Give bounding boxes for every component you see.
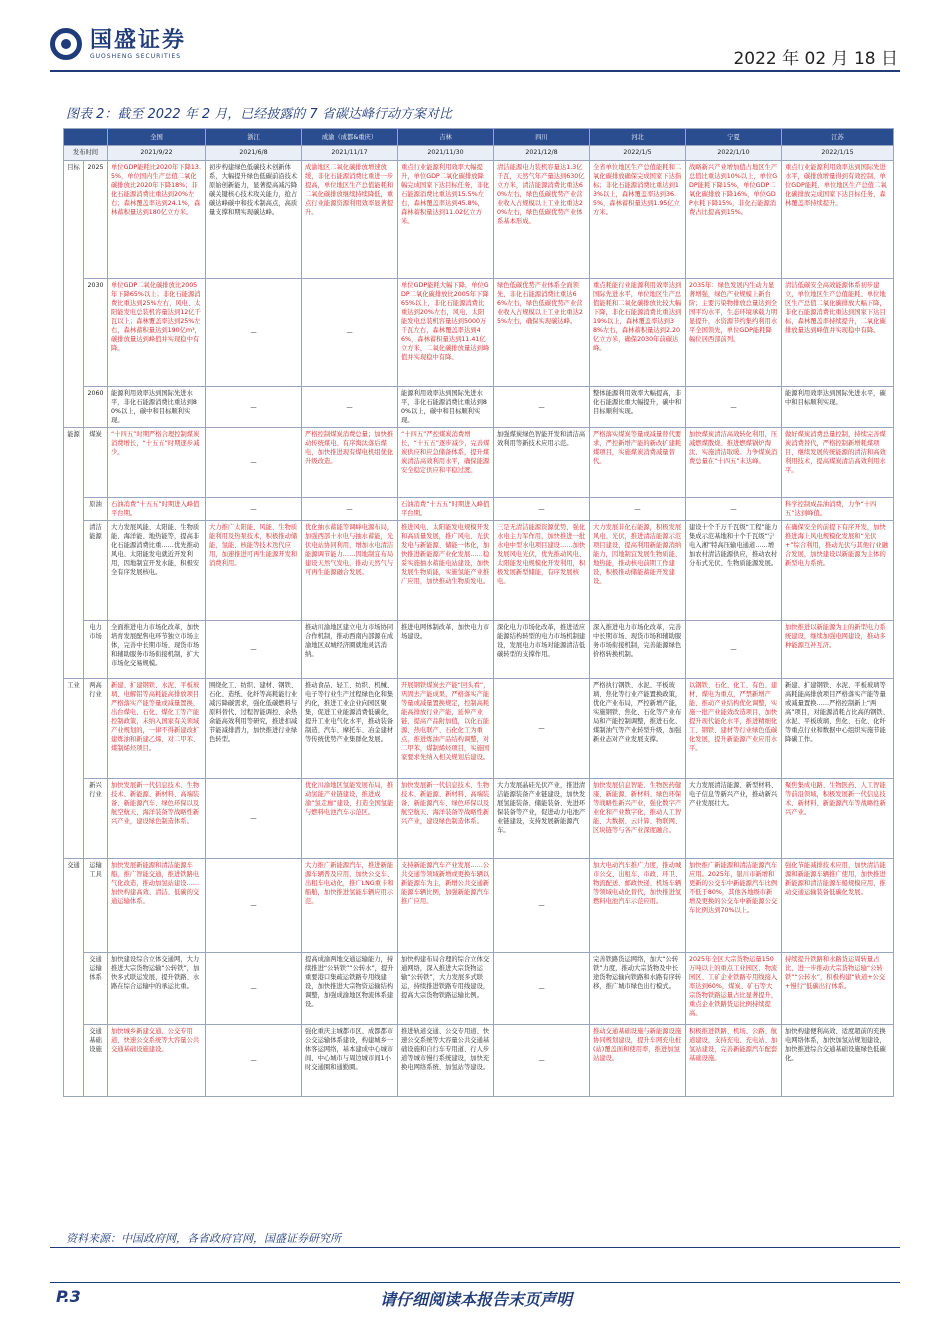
table-cell: 优化抽水蓄能等调峰电源布局，加强西部十水电与抽水蓄能，光伏电站协同利用，增加水电清洁能源调节能力……因地制宜布局建设天然气发电，推动天然气与可再生能源融合发展。 (302, 521, 398, 621)
col-header: 宁夏 (686, 129, 782, 146)
table-cell: — (206, 621, 302, 679)
table-cell: 强化重庆主城都市区、成都都市公交运输体系建设，构建城乡一体客运网络，基本建成中心城市间、中心城市与周边城市间1小时交通圈和通勤圈。 (302, 1025, 398, 1097)
group-label: 工业 (64, 679, 84, 859)
release-date: 2021/12/8 (494, 146, 590, 161)
table-cell: 单位GDP能耗大幅下降，单位GDP二氧化碳排放比2005年下降65%以上，非化石能源消费比重达到20%左右，风电、太阳能发电总装机容量达到5000万千瓦左右，森林覆盖率达到46%，森林蓄积量达到11.41亿立方米，二氧化碳排放量达到峰值并实现稳中有降。 (398, 279, 494, 387)
table-cell: 石油消费“十五五”时期进入峰值平台期。 (108, 498, 206, 521)
table-cell: 石油消费“十五五”时期进入峰值平台期。 (398, 498, 494, 521)
row-label: 交通运输体系 (84, 953, 108, 1025)
table-cell: — (302, 387, 398, 428)
table-cell: — (494, 679, 590, 779)
table-cell: 重点行业能源利用效率达到国际先进水平，碳排放增量得到有效控制，单位GDP能耗、单位地区生产总值二氧化碳排放完成国家下达目标任务，森林覆盖率持续提升。 (782, 161, 894, 279)
table-cell: 重点耗能行业能源利用效率达到国际先进水平，单位地区生产总值能耗和二氧化碳排放比较大幅下降，非化石能源消费比重达到19%以上，森林覆盖率达到38%左右，森林蓄积量达到2.20亿立方米，确保2030年前碳达峰。 (590, 279, 686, 387)
table-cell: 大力推广太阳能、风能、生物质能利用及热泵技术，积极推动储能，氢能、核能等技术迭代应用，加速推进可再生能源开发和消费利用。 (206, 521, 302, 621)
table-cell: 积极推进铁路、机场、公路、航道建设，支持充电、充电站、加氢站建设，完善新能源汽车配套基础设施。 (686, 1025, 782, 1097)
table-cell: — (686, 498, 782, 521)
table-cell: 重点行业能源利用效率大幅提升，单位GDP二氧化碳排放降幅完成国家下达目标任务，非化石能源消费比重达到15.5%左右，森林覆盖率达到45.8%，森林蓄积量达到11.02亿立方米。 (398, 161, 494, 279)
table-row (64, 279, 894, 387)
row-label: 交通基础设施 (84, 1025, 108, 1097)
table-cell: 初步构建绿色低碳技术创新体系，大幅提升绿色低碳前沿技术原始创新能力，显著提高减污降碳关键核心技术攻关能力，抢占碳达峰碳中和技术制高点，高质量支撑和期实现碳达峰。 (206, 161, 302, 279)
table-cell: 严格执行钢铁、水泥、平板玻璃、焦化等行业产能置换政策，优化产业布局，严控新增产能，实施钢铁、焦化、石化等产业布局和产能控制调整，推进石化、煤制油气等产业转型升级，加强新业态对产业发展支撑。 (590, 679, 686, 779)
source-divider (50, 1247, 900, 1248)
footer-divider (50, 1282, 900, 1283)
release-date: 2021/11/17 (302, 146, 398, 161)
table-cell: 深化电力市场化改革，推进适应能源结构转型的电力市场机制建设，发展电力市场对能源清洁低碳转型的支撑作用。 (494, 621, 590, 679)
table-row (64, 953, 894, 1025)
table-cell: 建设十个千万千瓦级“工程”能力集成示范基地和十个千瓦级“宁电入湘”特高压输电通道……增加农村清洁能源供应，推动农村分布式光伏、生物质能源发展。 (686, 521, 782, 621)
table-cell: 大力发展非化石能源，积极发展风电、光伏，推进清洁能源示范项目建设，提高利用新能源消纳能力，因地制宜发展生物质能、地热能，推动核电前期工作建设，积极推动储能蓄能开发建设。 (590, 521, 686, 621)
row-label: 两高行业 (84, 679, 108, 779)
table-cell: 做好煤炭消费总量控制，持续完善煤炭消费替代，严格控制新增耗煤项目，继续发展传统能源的清洁和高效利用技术，提高煤炭清洁高效利用水平。 (782, 428, 894, 498)
table-cell: — (206, 428, 302, 498)
table-cell: 大力发展晶硅光伏产业，推进清洁能源装备产业链建设，加快发展氢能装备、储能装备、先进环保装备等产业，促进动力电池产业链建设，支持发展新能源汽车。 (494, 779, 590, 859)
table-cell: 严格控制煤炭消费总量；加快推动传统煤电、有序淘汰落后煤电，加快推进现有煤电机组优化升级改造。 (302, 428, 398, 498)
table-cell: 加快发展新能源和清洁能源车船，推广智能交通，推进铁路电气化改造，推动加氢站建设……加快构建高效、清洁、低碳的交通运输体系。 (108, 859, 206, 953)
table-cell: 全省单位地区生产总值能耗和二氧化碳排放确保完成国家下达指标；非化石能源消费比重达到13%以上，森林覆盖率达到36.5%，森林蓄积量达到1.95亿立方米。 (590, 161, 686, 279)
table-cell: — (494, 859, 590, 953)
col-header: 成渝（成都&重庆） (302, 129, 398, 146)
table-cell: 完善铁路货运网络，加大“公转铁”力度，推动大宗货物及中长途货物运输向铁路和水路有序转移，推广城市绿色出行模式。 (590, 953, 686, 1025)
table-cell: 绿色低碳优势产业体系全面领先，非化石能源消费比重达66%左右，绿色低碳优势产业营业收入占规模以上工业比重达25%左右，确保实现碳达峰。 (494, 279, 590, 387)
row-label: 2030 (84, 279, 108, 387)
table-cell: 2035年：绿色发展内生动力显著增强，绿色产业规模上新台阶；主要污染物排放总量达到全国平均水平，生态环境承载力明显提升，水资源节约集约利用水平全国领先，单位GDP能耗降幅位居西部前列。 (686, 279, 782, 387)
table-cell: 加快发展信息智能、生物医药健康、新能源、新材料、绿色环保等战略性新兴产业，强化数字产业化和产业数字化，推动人工智能、大数据、云计算、物联网、区块链等与各产业深度融合。 (590, 779, 686, 859)
col-header: 河北 (590, 129, 686, 146)
table-cell: — (302, 279, 398, 387)
table-cell: 优化川渝地区氢能发展布局，推动氢能产业链建设，推进成渝“氢走廊”建设，打造全国氢能与燃料电池汽车示范区。 (302, 779, 398, 859)
table-cell: 加快发展新一代信息技术、生物技术、新能源、新材料、高端装备、新能源汽车、绿色环保以及航空航天、海洋装备等战略性新兴产业，建设绿色制造体系。 (108, 779, 206, 859)
table-cell: 大力发展清洁能源、新型材料、电子信息等新兴产业，推动新兴产业发展壮大。 (686, 779, 782, 859)
table-cell: 推进轨道交通、公交专用道、快速公交系统等大容量公共交通基础设施和自行车专用道、行人步道等城市慢行系统建设，加快充换电网络系统、加氢站等建设。 (398, 1025, 494, 1097)
group-label: 交通 (64, 859, 84, 1097)
table-cell: 大力推广新能源汽车，推进新能源车辆普及应用，加快公交车、出租车电动化，推广LNG重卡和船舶，加快推进氢能车辆应用示范。 (302, 859, 398, 953)
release-date: 2022/1/15 (782, 146, 894, 161)
row-label: 原油 (84, 498, 108, 521)
table-cell: 能源利用效率达到国际先进水平，碳中和目标顺利实现。 (782, 387, 894, 428)
row-label: 煤炭 (84, 428, 108, 498)
row-label: 2025 (84, 161, 108, 279)
table-cell: 围绕化工、纺织、建材、钢铁、石化、造纸、化纤等高耗能行业减污降碳需求，强化低碳燃料与原料替代、过程智能调控、余热余能高效利用等研究，推进扣减节能减排潜力，加快推进行业绿色转型。 (206, 679, 302, 779)
table-cell: — (494, 498, 590, 521)
table-cell: — (686, 621, 782, 679)
table-row (64, 779, 894, 859)
table-cell: 加强煤炭绿色智能开发和清洁高效利用等新技术应用示范。 (494, 428, 590, 498)
table-cell: 加快构建布局合理的综合立体交通网络，深入推进大宗货物运输“公转铁”，大力发展多式联运，持续推进铁路专用线建设，提高大宗货物铁路运输比例。 (398, 953, 494, 1025)
table-cell: 成渝地区二氧化碳排放增速放缓，非化石能源消费比重进一步提高，单位地区生产总值能耗和二氧化碳排放继续持续降低，重点行业能源资源利用效率显著提升。 (302, 161, 398, 279)
comparison-table (63, 128, 894, 1097)
table-cell: 单位GDP能耗比2020年下降13.5%，单位国内生产总值二氧化碳排放比2020年下降18%；非化石能源消费比重达到20%左右；森林覆盖率达到24.1%，森林蓄积量达到180亿立方米。 (108, 161, 206, 279)
table-cell: 推进风电、太阳能发电规模开发和高质量发展，推广风电、光伏发电与新能源、储能一体化，加快推进新能源产业化发展……稳妥实施抽水蓄能电站建设，加快发展生物质能，实施氢能产业推广应用，加快推动生物质发电。 (398, 521, 494, 621)
row-label: 清洁能源 (84, 521, 108, 621)
table-cell: 加快推广新能源和清洁能源汽车应用。2025年，银川市新增和更新的公交车中新能源汽车比例不低于80%，其他各地级市新增及更换的公交车中新能源公交车比例达到70%以上。 (686, 859, 782, 953)
table-cell: 支持新能源汽车产业发展……公共交通等领域新增或更换车辆以新能源车为主，新增公共交通新能源车辆比例，加强新能源汽车推广应用。 (398, 859, 494, 953)
company-logo (50, 28, 186, 60)
table-cell: 加快城乡新建交通、公交专用道、快速公交系统等大容量公共交通基础设施建设。 (108, 1025, 206, 1097)
corner-cell (64, 129, 108, 146)
table-cell: 强化节能减排技术应用，加快清洁能源和新能源车辆推广使用，加快推进新能源和清洁能源车船规模应用，推动交通运输装备低碳化发展。 (782, 859, 894, 953)
table-cell: — (206, 953, 302, 1025)
table-row (64, 621, 894, 679)
source-note: 资料来源：中国政府网，各省政府官网，国盛证券研究所 (66, 1232, 341, 1245)
group-label: 目标 (64, 161, 84, 428)
row-label: 电力市场 (84, 621, 108, 679)
table-cell: 加快煤炭清洁高效转化利用，压减燃煤散烧、推进燃煤锅炉淘汰、实施清洁取暖。力争煤炭消费总量在“十四五”末达峰。 (686, 428, 782, 498)
release-date: 2022/1/5 (590, 146, 686, 161)
table-cell: “十四五”时期严格合理控制煤炭消费增长，“十五五”时期逐步减少。 (108, 428, 206, 498)
table-cell: 推动食品、轻工、纺织、机械、电子等行业生产过程绿色化和集约化，推进工业企业向园区聚集，促进工业能源消费低碳化，提升工业电气化水平，推动装备制造、汽车、摩托车、冶金建材等传统优势产业集群化发展。 (302, 679, 398, 779)
release-row (64, 146, 894, 161)
table-cell: 清洁低碳安全高效能源体系初步建立，单位地区生产总值能耗、单位地区生产总值二氧化碳排放大幅下降，非化石能源消费比重达到国家下达目标，森林覆盖率持续提升，二氧化碳排放量达到峰值并实现稳中有降。 (782, 279, 894, 387)
table-cell: — (206, 779, 302, 859)
table-cell: — (206, 279, 302, 387)
row-label: 2060 (84, 387, 108, 428)
table-cell: 加快建设综合立体交通网，大力推进大宗货物运输“公转铁”，加快多式联运发展，提升铁路、水路在综合运输中的承运比重。 (108, 953, 206, 1025)
table-cell: 大力发展风能、太阳能、生物质能、海洋能、地热能等，提高非化石能源消费比重……优先推动风电、太阳能发电就近开发利用，因地制宜开发水能，积极安全有序发展核电。 (108, 521, 206, 621)
table-cell: 持续提升铁路和水路货运周转量占比，进一步推动大宗货物运输“公转铁”“公转水”，积极构建“轨道+公交+慢行”低碳出行体系。 (782, 953, 894, 1025)
table-cell: 单位GDP二氧化碳排放比2005年下降65%以上；非化石能源消费比重达到25%左右，风电、太阳能发电总装机容量达到12亿千瓦以上；森林覆盖率达到25%左右，森林蓄积量达到190亿m³，碳排放量达到峰值并实现稳中有降。 (108, 279, 206, 387)
row-label: 运输工具 (84, 859, 108, 953)
header-divider (50, 70, 900, 72)
table-cell: 新建、扩建钢铁、水泥、平板玻璃、电解铝等高耗能高排放项目严格落实产能等量或减量置换，出台煤电、石化、煤化工等产能控制政策，未纳入国家有关领域产业规划的，一律不得新建改扩建炼油和新建乙烯、对二甲苯、煤制烯烃项目。 (108, 679, 206, 779)
table-cell: 聚焦集成电路、生物医药、人工智能等前沿领域，积极发展新一代信息技术、新材料、新能源汽车等战略性新兴产业。 (782, 779, 894, 859)
footer-disclaimer: 请仔细阅读本报告末页声明 (380, 1290, 573, 1309)
table-cell: 提高成渝两地交通运输能力，持续推进“公转铁”“公转水”，提升重要港口集疏运铁路专用线建设，加快推进大宗物资运输结构调整，加强成渝地区物流体系建设。 (302, 953, 398, 1025)
table-cell: — (494, 1025, 590, 1097)
table-row (64, 521, 894, 621)
release-date: 2021/6/8 (206, 146, 302, 161)
table-cell: 战略新兴产业增加值占地区生产总值比重达到10%以上，单位GDP能耗下降15%，单位GDP二氧化碳排放下降16%，单位GDP水耗下降15%，非化石能源消费占比提高到15%。 (686, 161, 782, 279)
release-date: 2022/1/10 (686, 146, 782, 161)
col-header: 浙江 (206, 129, 302, 146)
table-cell: 整体能源利用效率大幅提高，非化石能源比重大幅提升，碳中和目标顺利实现。 (590, 387, 686, 428)
table-cell: 科学控制成品油消费，力争“十四五”达到峰值。 (782, 498, 894, 521)
table-cell: 开展钢铁煤炭去产能“回头看”，巩固去产能成果，严格落实产能等量或减量置换规定，控制高耗能高排放行业产能，延伸产业链，提高产品附加值，以化石能源、热电联产、石化化工为重点，推进炼油产品结构调整，对二甲苯，煤制烯烃项目，实施国家要求先纳入相关规划后建设。 (398, 679, 494, 779)
table-caption: 图表 2：截至 2022 年 2 月，已经披露的 7 省碳达峰行动方案对比 (66, 107, 452, 122)
table-cell: 三是无清洁能源资源优势，强化水电主力军作用，加快推进一批水电中型水电项目建设……加快发展风电光伏，优先推动风电、太阳能发电规模化开发利用，积极发展新型储能，有序发展核电。 (494, 521, 590, 621)
col-header: 江苏 (782, 129, 894, 146)
table-cell: — (206, 498, 302, 521)
table-cell: — (686, 387, 782, 428)
table-cell: — (206, 859, 302, 953)
table-row (64, 859, 894, 953)
table-cell: — (302, 498, 398, 521)
table-row (64, 679, 894, 779)
release-label: 发布时间 (64, 146, 108, 161)
table-row (64, 161, 894, 279)
table-cell: 能源利用效率达到国际先进水平，非化石能源消费比重达到80%以上，碳中和目标顺利实现。 (398, 387, 494, 428)
table-cell: 在确保安全的前提下有序开发，加快推进海上风电规模化发展和“光伏+”综合利用，推动光伏与其他行业融合发展，加快建设以新能源为主体的新型电力系统。 (782, 521, 894, 621)
group-label: 能源 (64, 428, 84, 679)
row-label: 新兴行业 (84, 779, 108, 859)
table-cell: 加快构建便利高效、适度超前的充换电网络体系，加快加氢站规划建设，加快推进综合交通基础设施绿色低碳化。 (782, 1025, 894, 1097)
table-cell: — (494, 953, 590, 1025)
table-cell: “十四五”严控煤炭消费增长，“十五五”逐步减少，完善煤炭供应和应急储备体系，提升煤炭清洁高效利用水平，确保能源安全稳定供应和平稳过渡。 (398, 428, 494, 498)
table-cell: 推动川渝地区建立电力市场协同合作机制，推动西南内部源在成渝地区双城经济圈就地灵活消纳。 (302, 621, 398, 679)
company-name-en: GUOSHENG SECURITIES (90, 52, 182, 60)
table-cell: — (206, 387, 302, 428)
table-row (64, 387, 894, 428)
table-cell: — (494, 387, 590, 428)
page-header (0, 0, 950, 80)
col-header: 吉林 (398, 129, 494, 146)
header-row (64, 129, 894, 146)
col-header: 全国 (108, 129, 206, 146)
col-header: 四川 (494, 129, 590, 146)
table-row (64, 1025, 894, 1097)
table-row (64, 498, 894, 521)
table-cell: 加快发展新一代信息技术、生物技术、新能源、新材料、高端装备、新能源汽车、绿色环保以及航空航天、海洋装备等战略性新兴产业，建设绿色制造体系。 (398, 779, 494, 859)
table-cell: — (206, 1025, 302, 1097)
table-cell: 新建、扩建钢铁、水泥、平板玻璃等高耗能高排放项目严格落实产能等量或减量置换……严格控制新上“两高”项目，对能源消耗占比高的钢铁、水泥、平板玻璃、焦化、石化、化纤等重点行业和数据中心组织实施节能降碳工作。 (782, 679, 894, 779)
table-cell: 深入推进电力市场化改革，完善中长期市场、现货市场和辅助服务市场衔接机制，完善能源绿色价格转换机制。 (590, 621, 686, 679)
table-cell: — (590, 498, 686, 521)
table-cell: 推进电网体制改革，加快电力市场建设。 (398, 621, 494, 679)
release-date: 2021/11/30 (398, 146, 494, 161)
table-cell: 2025年全区大宗货物运量150万吨以上的重点工业园区、物流园区、工矿企业铁路专用线接入率达到60%，煤炭、矿石等大宗货物铁路运量占比显著提升，重点企业铁路货运比例持续提高。 (686, 953, 782, 1025)
table-cell: 推动交通基础设施与新能源设施协同规划建设，提升车网充电桩(站)覆盖面和使用率，推进加氢站建设。 (590, 1025, 686, 1097)
table-cell: 清洁能源电力装机容量达1.3亿千瓦，天然气年产量达到630亿立方米，清洁能源消费比重达60%左右，绿色低碳优势产业营业收入占规模以上工业比重达20%左右，绿色低碳优势产业体系基本形成。 (494, 161, 590, 279)
release-date: 2021/9/22 (108, 146, 206, 161)
company-name-cn: 国盛证券 (90, 27, 187, 53)
table-cell: 全面推进电力市场化改革，加快培育发展配售电环节独立市场主体，完善中长期市场、现货市场和辅助服务市场衔接机制，扩大市场化交易规模。 (108, 621, 206, 679)
logo-icon (50, 28, 82, 60)
report-date: 2022 年 02 月 18 日 (733, 49, 898, 69)
table-cell: 加大电动汽车推广力度，推动城市公交、出租车、市政、环卫、物流配送、邮政快递、机场车辆等领域电动化替代，加快推进氢燃料电池汽车示范应用。 (590, 859, 686, 953)
table-cell: 以钢铁、石化、化工、有色、建材、煤电为重点，严禁新增产能、推动产业结构优化调整，实施一批产业能效改造项目，加快提升现代能化水平，推进精细化工、钢铁、建材等行业绿色低碳化发展，提升新能源产业应用水平。 (686, 679, 782, 779)
table-row (64, 428, 894, 498)
table-cell: 能源利用效率达到国际先进水平，非化石能源消费比重达到80%以上，碳中和目标顺利实现。 (108, 387, 206, 428)
page-number: P.3 (56, 1287, 81, 1306)
table-cell: 严格落实煤炭等量或减量替代要求，严控新增产能的新改扩建耗煤项目，实施煤炭消费减量替代。 (590, 428, 686, 498)
table-cell: 加快推进以新能源为主的新型电力系统建设，继续加强电网建设，推动多种能源互补互济。 (782, 621, 894, 679)
